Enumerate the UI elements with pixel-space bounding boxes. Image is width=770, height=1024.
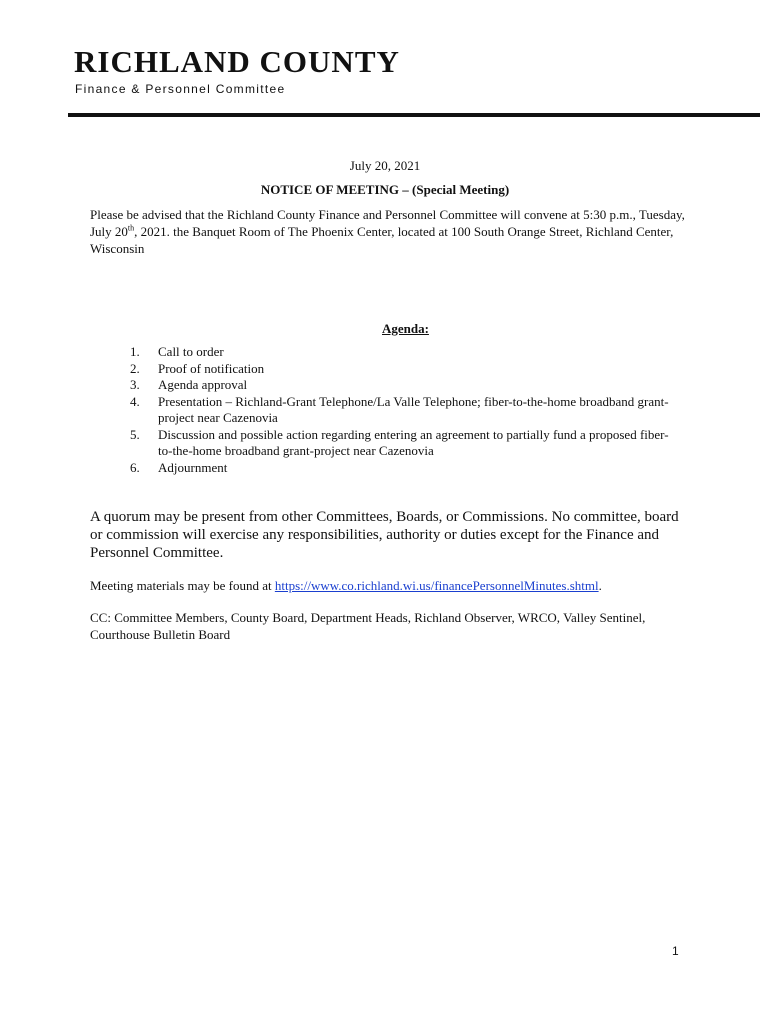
- agenda-item-text: Agenda approval: [158, 377, 248, 392]
- committee-name: Finance & Personnel Committee: [75, 82, 286, 96]
- agenda-item-text: Discussion and possible action regarding entering an agreement to partially fund a proposed fiber-to-the-home broadband grant-project near Cazenovia: [158, 426, 669, 458]
- agenda-item-number: 1.: [130, 344, 140, 359]
- materials-link[interactable]: https://www.co.richland.wi.us/financePersonnelMinutes.shtml: [274, 578, 599, 593]
- agenda-item-text: Call to order: [158, 344, 224, 359]
- intro-text-part2: , 2021. the Banquet Room of The Phoenix Center, located at 100 South Orange Street, Richland Center, Wisconsin: [90, 224, 674, 256]
- header-divider: [68, 113, 760, 117]
- agenda-list: [130, 344, 675, 476]
- agenda-item-text: Adjournment: [158, 459, 228, 475]
- agenda-item: [130, 344, 675, 361]
- notice-date: July 20, 2021: [349, 158, 421, 173]
- meeting-materials-line: [90, 577, 690, 594]
- materials-suffix: .: [598, 578, 602, 593]
- agenda-item-text: Presentation – Richland-Grant Telephone/La Valle Telephone; fiber-to-the-home broadband grant-project near Cazenovia: [158, 393, 669, 425]
- agenda-item: [130, 377, 675, 394]
- agenda-item: [130, 460, 675, 477]
- agenda-item-number: 3.: [130, 377, 140, 392]
- page-number: 1: [672, 944, 679, 958]
- agenda-item-text: Proof of notification: [158, 360, 265, 376]
- organization-name: RICHLAND COUNTY: [74, 44, 400, 79]
- cc-list: CC: Committee Members, County Board, Department Heads, Richland Observer, WRCO, Valley Sentinel, Courthouse Bulletin Board: [90, 610, 646, 642]
- agenda-item-number: 4.: [130, 393, 140, 409]
- notice-title: NOTICE OF MEETING – (Special Meeting): [260, 182, 510, 197]
- materials-prefix: Meeting materials may be found at: [90, 578, 275, 593]
- agenda-item: [130, 427, 675, 460]
- agenda-item-number: 6.: [130, 459, 140, 475]
- agenda-heading: Agenda:: [382, 321, 429, 336]
- agenda-item-number: 2.: [130, 360, 140, 376]
- meeting-intro-paragraph: [90, 206, 690, 257]
- intro-ordinal-suffix: th: [127, 223, 135, 233]
- quorum-notice: A quorum may be present from other Committees, Boards, or Commissions. No committee, board or commission will exercise any responsibilities, authority or duties except for the Finance and Personnel Committee.: [90, 509, 679, 561]
- intro-text-part1: Please be advised that the Richland County Finance and Personnel Committee will convene at 5:30 p.m., Tuesday, July 20: [90, 207, 685, 239]
- agenda-item-number: 5.: [130, 426, 140, 442]
- agenda-item: [130, 361, 675, 378]
- agenda-item: [130, 394, 675, 427]
